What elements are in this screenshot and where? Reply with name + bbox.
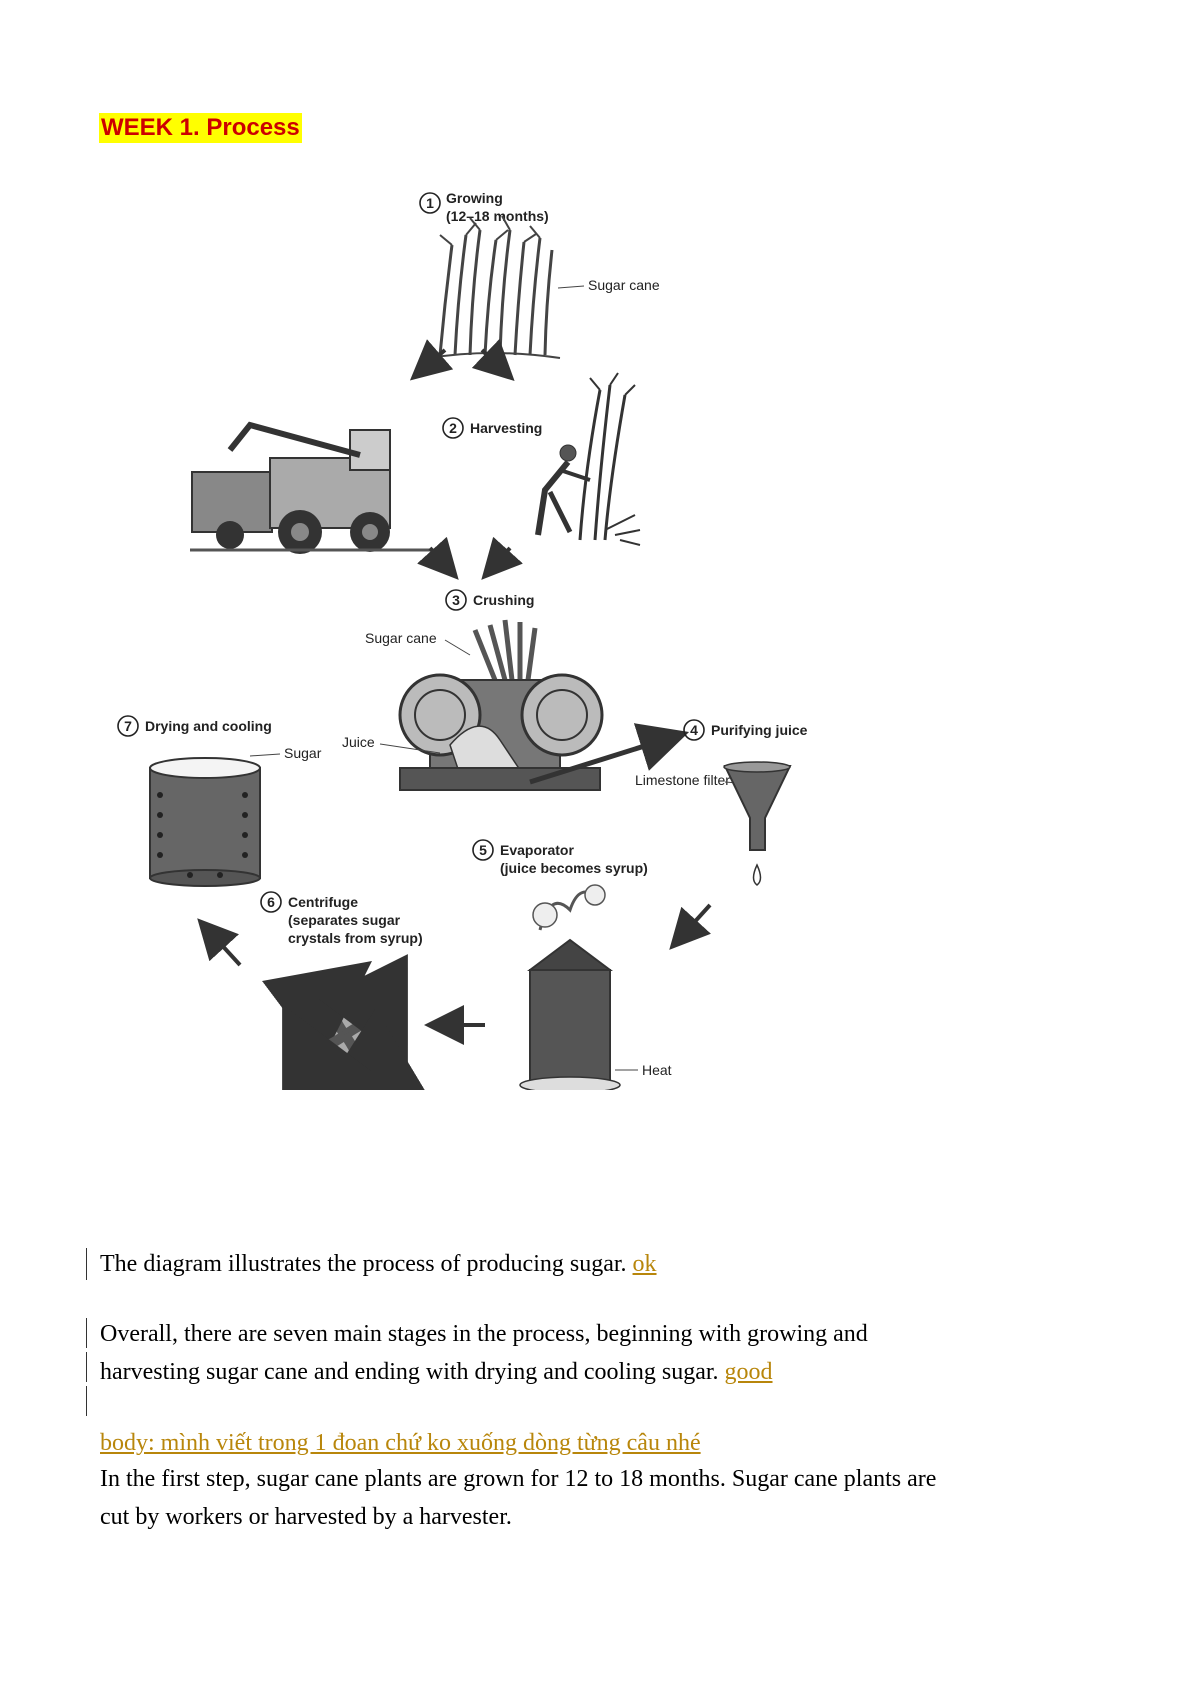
page-heading: WEEK 1. Process	[101, 114, 300, 141]
change-bar	[86, 1352, 87, 1382]
comment-good[interactable]: good	[724, 1359, 773, 1385]
drying-drum-icon	[150, 758, 260, 886]
body-line-2: cut by workers or harvested by a harvester.	[100, 1504, 512, 1530]
stage-centrifuge	[261, 892, 423, 1090]
stage-purifying-juice	[635, 720, 808, 885]
change-bar	[86, 1386, 87, 1416]
paragraph-body-note	[100, 1424, 1120, 1462]
arrow	[422, 350, 445, 370]
step-number: 7	[124, 718, 132, 734]
comment-body-note[interactable]: body: mình viết trong 1 đoan chứ ko xuống dòng từng câu nhé	[100, 1430, 701, 1456]
sugar-cane-field-icon	[430, 216, 560, 358]
centrifuge-icon	[287, 977, 403, 1090]
stage-title: Drying and cooling	[145, 718, 272, 734]
intro-text: The diagram illustrates the process of producing sugar.	[100, 1251, 633, 1277]
label-heat: Heat	[642, 1062, 672, 1078]
stage-title: Growing	[446, 190, 503, 206]
step-number: 4	[690, 722, 698, 738]
stage-subtitle: (separates sugar	[288, 912, 401, 928]
label-sugar: Sugar	[284, 745, 322, 761]
evaporator-tank-icon	[520, 885, 620, 1090]
step-number: 3	[452, 592, 460, 608]
step-number: 6	[267, 894, 275, 910]
arrow	[492, 548, 510, 568]
label-sugar-cane: Sugar cane	[588, 277, 660, 293]
paragraph-overview	[100, 1315, 1120, 1391]
stage-evaporator	[473, 840, 672, 1090]
stage-title: Harvesting	[470, 420, 543, 436]
step-number: 5	[479, 842, 487, 858]
paragraph-body	[100, 1460, 1120, 1536]
stage-title: Purifying juice	[711, 722, 808, 738]
step-number: 1	[426, 195, 434, 211]
overview-line-2: harvesting sugar cane and ending with drying and cooling sugar.	[100, 1359, 725, 1385]
change-bar	[86, 1248, 87, 1280]
stage-harvesting	[190, 373, 640, 554]
stage-subtitle: crystals from syrup)	[288, 930, 423, 946]
label-juice: Juice	[342, 734, 375, 750]
label-sugar-cane: Sugar cane	[365, 630, 437, 646]
stage-title: Crushing	[473, 592, 535, 608]
sugar-process-diagram	[100, 170, 900, 1090]
worker-cutting-cane-icon	[538, 373, 640, 545]
label-limestone-filter: Limestone filter	[635, 772, 730, 788]
stage-title: Centrifuge	[288, 894, 358, 910]
stage-crushing	[342, 590, 602, 790]
paragraph-intro	[100, 1245, 1120, 1283]
body-line-1: In the first step, sugar cane plants are grown for 12 to 18 months. Sugar cane plants are	[100, 1466, 937, 1492]
stage-subtitle: (12–18 months)	[446, 208, 549, 224]
stage-drying-cooling	[118, 716, 322, 886]
stage-growing	[420, 190, 660, 358]
step-number: 2	[449, 420, 457, 436]
comment-ok[interactable]: ok	[632, 1251, 657, 1277]
arrow	[208, 930, 240, 965]
overview-line-1: Overall, there are seven main stages in the process, beginning with growing and	[100, 1321, 868, 1347]
funnel-filter-icon	[724, 762, 790, 885]
stage-subtitle: (juice becomes syrup)	[500, 860, 648, 876]
stage-title: Evaporator	[500, 842, 574, 858]
harvester-icon	[190, 425, 440, 554]
arrow	[680, 905, 710, 938]
change-bar	[86, 1318, 87, 1348]
